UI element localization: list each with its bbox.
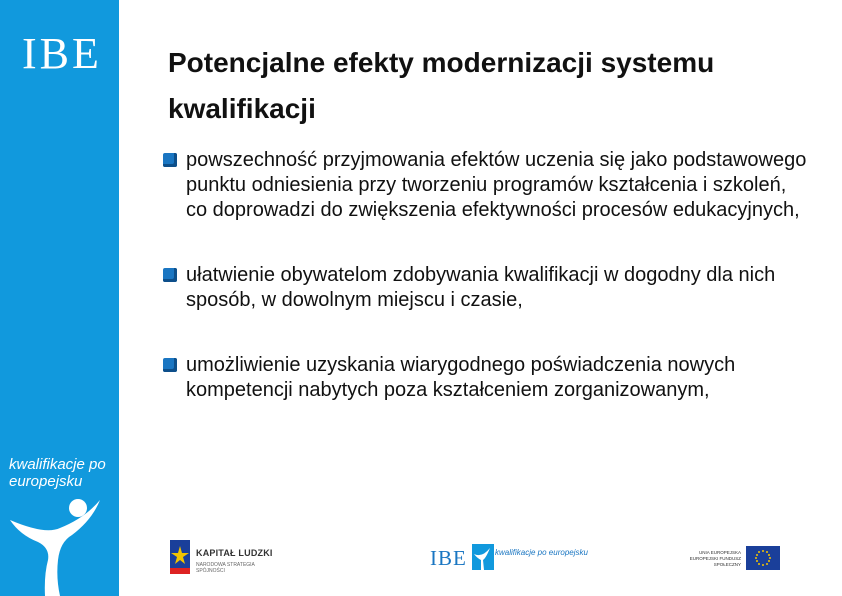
tagline: kwalifikacje po europejsku: [9, 456, 106, 490]
footer-logos: [0, 530, 842, 596]
bullet-item: [162, 148, 812, 223]
bullet-list: [162, 148, 812, 443]
kwal-small-text: kwalifikacje po europejsku: [495, 548, 588, 557]
bullet-text: ułatwienie obywatelom zdobywania kwalifikacji w dogodny dla nich sposób, w dowolnym miejscu i czasie,: [186, 264, 776, 311]
bullet-text: umożliwienie uzyskania wiarygodnego poświadczenia nowych kompetencji nabytych poza kształceniem zorganizowanym,: [186, 354, 736, 401]
square-bullet-icon: [162, 268, 182, 282]
ue-text: UNIA EUROPEJSKA EUROPEJSKI FUNDUSZ SPOŁECZNY: [689, 550, 741, 567]
bullet-item: [162, 353, 812, 403]
ibe-logo: IBE: [22, 29, 102, 78]
bullet-text: powszechność przyjmowania efektów uczenia się jako podstawowego punktu odniesienia przy tworzeniu programów kształcenia i szkoleń, co doprowadzi do zwiększenia efektywności procesów edukacyjnych,: [186, 149, 807, 221]
eu-flag-icon: [746, 546, 780, 570]
square-bullet-icon: [162, 153, 182, 167]
kwal-figure-icon: [472, 544, 494, 570]
square-bullet-icon: [162, 358, 182, 372]
ibe-small-logo: IBE: [430, 546, 467, 570]
kapital-ludzki-logo: [168, 538, 283, 578]
slide-title: Potencjalne efekty modernizacji systemu kwalifikacji: [168, 47, 715, 124]
bullet-item: [162, 263, 812, 313]
kl-sub: NARODOWA STRATEGIA SPÓJNOŚCI: [196, 562, 255, 574]
kl-name: KAPITAŁ LUDZKI: [196, 548, 273, 558]
sidebar: [0, 0, 119, 596]
kl-star-icon: [168, 540, 192, 574]
